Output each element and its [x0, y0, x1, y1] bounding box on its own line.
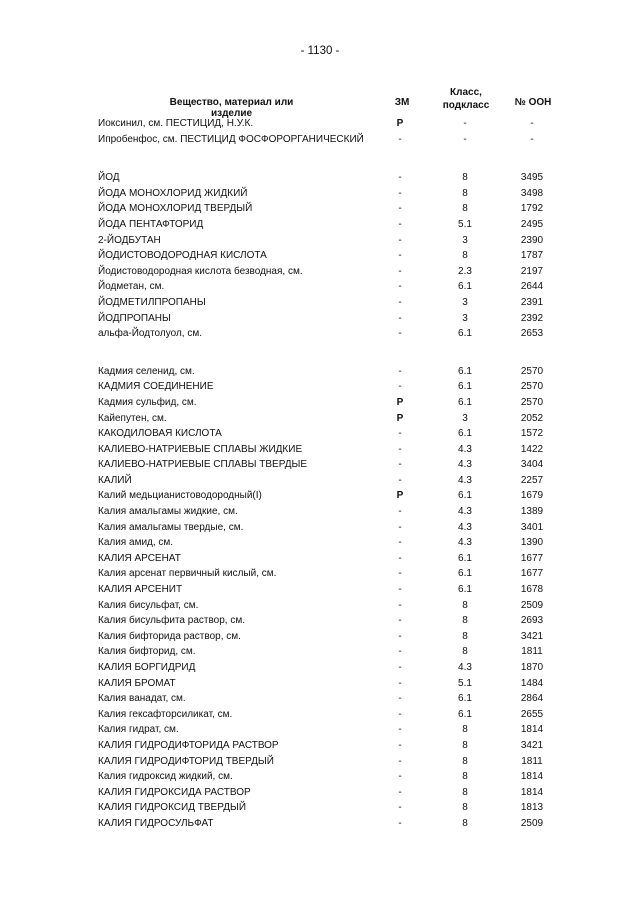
un-number-cell: 1814	[520, 724, 544, 736]
table-row	[0, 248, 640, 264]
class-cell: 8	[462, 771, 468, 783]
em-cell: -	[398, 459, 402, 471]
class-cell: -	[463, 118, 467, 129]
table-row	[0, 504, 640, 520]
em-cell: -	[398, 537, 402, 549]
un-number-cell: 1677	[520, 552, 544, 564]
table-row	[0, 722, 640, 738]
un-number-cell: 3421	[520, 630, 544, 642]
un-number-cell: 3495	[520, 172, 544, 184]
substance-name: КАЛИЯ ГИДРОДИФТОРИДА РАСТВОР	[98, 739, 279, 751]
class-cell: 8	[462, 739, 468, 751]
un-number-cell: 1389	[520, 506, 544, 518]
em-cell: -	[398, 739, 402, 751]
un-number-cell: 3404	[520, 459, 544, 471]
header-un: № ООН	[514, 97, 552, 108]
un-number-cell: 3498	[520, 187, 544, 199]
em-cell: Р	[396, 490, 404, 502]
un-number-cell: 2570	[520, 365, 544, 377]
page-number: - 1130 -	[300, 45, 340, 57]
table-row	[0, 326, 640, 342]
em-cell: -	[398, 708, 402, 720]
un-number-cell: 1572	[520, 428, 544, 440]
class-cell: 8	[462, 630, 468, 642]
substance-name: Калия амальгамы жидкие, см.	[98, 506, 238, 518]
em-cell: -	[398, 802, 402, 814]
un-number-cell: 2864	[520, 693, 544, 705]
table-row	[0, 488, 640, 504]
class-cell: 6.1	[458, 328, 472, 340]
un-number-cell: 2655	[520, 708, 544, 720]
un-number-cell: 2052	[520, 412, 544, 424]
un-number-cell: 1870	[520, 662, 544, 673]
substance-name: Калия амальгамы твердые, см.	[98, 521, 244, 533]
table-row	[0, 279, 640, 295]
em-cell: -	[398, 365, 402, 377]
table-row	[0, 613, 640, 629]
table-row	[0, 598, 640, 614]
substance-name: Калия гидроксид жидкий, см.	[98, 771, 233, 783]
table-row	[0, 582, 640, 598]
em-cell: -	[398, 599, 402, 611]
substance-name: Кадмия сульфид, см.	[98, 396, 197, 408]
class-cell: 4.3	[458, 662, 472, 673]
substance-name: Йодистоводородная кислота безводная, см.	[98, 265, 303, 277]
un-number-cell: 2391	[520, 296, 544, 308]
class-cell: 6.1	[458, 490, 472, 502]
class-cell: 6.1	[458, 568, 472, 580]
table-row	[0, 426, 640, 442]
class-cell: 6.1	[458, 584, 472, 596]
table-row	[0, 629, 640, 645]
un-number-cell: 2653	[520, 328, 544, 340]
un-number-cell: 2570	[520, 381, 544, 393]
class-cell: 3	[462, 412, 468, 424]
em-cell: Р	[396, 412, 404, 424]
class-cell: 4.3	[458, 506, 472, 518]
em-cell: -	[398, 630, 402, 642]
table-row	[0, 738, 640, 754]
table-row	[0, 379, 640, 395]
un-number-cell: -	[530, 118, 534, 129]
class-cell: 8	[462, 187, 468, 199]
class-cell: 6.1	[458, 693, 472, 705]
em-cell: -	[398, 817, 402, 829]
substance-name: ЙОДМЕТИЛПРОПАНЫ	[98, 296, 206, 308]
class-cell: 8	[462, 203, 468, 215]
class-cell: 6.1	[458, 281, 472, 293]
table-row	[0, 442, 640, 458]
un-number-cell: 3401	[520, 521, 544, 533]
table-row	[0, 660, 640, 676]
un-number-cell: 2644	[520, 281, 544, 293]
table-row	[0, 520, 640, 536]
em-cell: -	[398, 771, 402, 783]
header-class-line1: Класс,	[450, 87, 482, 98]
substance-name: ЙОДА МОНОХЛОРИД ЖИДКИЙ	[98, 187, 248, 199]
class-cell: 4.3	[458, 521, 472, 533]
table-row	[0, 535, 640, 551]
em-cell: -	[398, 203, 402, 215]
substance-name: 2-ЙОДБУТАН	[98, 234, 161, 246]
header-em: ЗМ	[394, 97, 410, 108]
em-cell: -	[398, 234, 402, 246]
table-row	[0, 769, 640, 785]
substance-table	[0, 116, 640, 832]
em-cell: -	[398, 521, 402, 533]
class-cell: 3	[462, 312, 468, 324]
em-cell: -	[398, 662, 402, 673]
table-row	[0, 217, 640, 233]
em-cell: -	[398, 568, 402, 580]
table-row	[0, 201, 640, 217]
un-number-cell: 1811	[521, 755, 543, 767]
substance-name: Иоксинил, см. ПЕСТИЦИД, Н.У.К.	[98, 118, 254, 129]
table-row	[0, 411, 640, 427]
substance-name: Калия бисульфат, см.	[98, 599, 199, 611]
substance-name: КАЛИЕВО-НАТРИЕВЫЕ СПЛАВЫ ТВЕРДЫЕ	[98, 459, 307, 471]
un-number-cell: 1814	[520, 771, 544, 783]
class-cell: 8	[462, 786, 468, 798]
un-number-cell: 1484	[520, 677, 544, 689]
un-number-cell: 1679	[520, 490, 544, 502]
class-cell: 8	[462, 250, 468, 262]
substance-name: Калия гексафторсиликат, см.	[98, 708, 233, 720]
class-cell: 8	[462, 646, 468, 658]
substance-name: Кайепутен, см.	[98, 412, 167, 424]
em-cell: -	[398, 381, 402, 393]
table-row	[0, 800, 640, 816]
em-cell: -	[398, 328, 402, 340]
un-number-cell: 1677	[520, 568, 544, 580]
un-number-cell: 2509	[520, 817, 544, 829]
class-cell: 4.3	[458, 474, 472, 486]
un-number-cell: 1813	[520, 802, 544, 814]
substance-name: КАЛИЯ ГИДРОКСИД ТВЕРДЫЙ	[98, 802, 247, 814]
em-cell: -	[398, 755, 402, 767]
un-number-cell: 2197	[520, 265, 544, 277]
table-row	[0, 691, 640, 707]
em-cell: -	[398, 187, 402, 199]
table-row	[0, 816, 640, 832]
substance-name: КАЛИЯ ГИДРОСУЛЬФАТ	[98, 817, 214, 829]
class-cell: 6.1	[458, 365, 472, 377]
class-cell: 8	[462, 724, 468, 736]
class-cell: 6.1	[458, 708, 472, 720]
em-cell: -	[398, 786, 402, 798]
class-cell: 4.3	[458, 443, 472, 455]
substance-name: КАЛИЯ АРСЕНАТ	[98, 552, 181, 564]
section-gap	[0, 342, 640, 364]
em-cell: Р	[396, 396, 404, 408]
substance-name: КАЛИЯ ГИДРОДИФТОРИД ТВЕРДЫЙ	[98, 755, 274, 767]
em-cell: -	[398, 250, 402, 262]
table-row	[0, 785, 640, 801]
substance-name: Йодметан, см.	[98, 281, 165, 293]
em-cell: -	[398, 218, 402, 230]
class-cell: 3	[462, 296, 468, 308]
em-cell: -	[398, 677, 402, 689]
table-row	[0, 233, 640, 249]
table-row	[0, 457, 640, 473]
table-row	[0, 676, 640, 692]
em-cell: -	[398, 724, 402, 736]
substance-name: Кадмия селенид, см.	[98, 365, 195, 377]
em-cell: -	[398, 615, 402, 627]
un-number-cell: 2390	[520, 234, 544, 246]
table-row	[0, 566, 640, 582]
class-cell: 8	[462, 802, 468, 814]
class-cell: 4.3	[458, 459, 472, 471]
em-cell: -	[398, 693, 402, 705]
substance-name: Калия ванадат, см.	[98, 693, 186, 705]
table-row	[0, 116, 640, 132]
em-cell: -	[398, 312, 402, 324]
table-row	[0, 364, 640, 380]
class-cell: 5.1	[458, 677, 472, 689]
table-row	[0, 473, 640, 489]
em-cell: -	[398, 172, 402, 184]
class-cell: 3	[462, 234, 468, 246]
substance-name: КАЛИЯ АРСЕНИТ	[98, 584, 183, 596]
table-row	[0, 132, 640, 148]
substance-name: Калия гидрат, см.	[98, 724, 179, 736]
em-cell: -	[398, 584, 402, 596]
header-substance: Вещество, материал или изделие	[169, 97, 294, 119]
substance-name: КАДМИЯ СОЕДИНЕНИЕ	[98, 381, 214, 393]
table-row	[0, 295, 640, 311]
substance-name: Ипробенфос, см. ПЕСТИЦИД ФОСФОРОРГАНИЧЕСКИЙ	[98, 133, 364, 145]
em-cell: -	[398, 428, 402, 440]
substance-name: КАЛИЯ БРОМАТ	[98, 677, 176, 689]
em-cell: -	[398, 265, 402, 277]
class-cell: 6.1	[458, 381, 472, 393]
un-number-cell: 2392	[520, 312, 544, 324]
substance-name: КАЛИЙ	[98, 474, 132, 486]
class-cell: 8	[462, 755, 468, 767]
table-row	[0, 186, 640, 202]
class-cell: -	[463, 133, 467, 145]
un-number-cell: 1787	[520, 250, 544, 262]
substance-name: КАЛИЯ БОРГИДРИД	[98, 662, 196, 673]
table-header	[97, 86, 557, 118]
substance-name: Калия бифторид, см.	[98, 646, 196, 658]
em-cell: -	[398, 646, 402, 658]
class-cell: 8	[462, 615, 468, 627]
class-cell: 6.1	[458, 552, 472, 564]
table-row	[0, 395, 640, 411]
em-cell: -	[398, 552, 402, 564]
substance-name: ЙОДИСТОВОДОРОДНАЯ КИСЛОТА	[98, 250, 267, 262]
substance-name: Калия амид, см.	[98, 537, 174, 549]
un-number-cell: 1792	[520, 203, 544, 215]
header-class-line2: подкласс	[442, 100, 490, 111]
section-gap	[0, 147, 640, 170]
em-cell: -	[398, 443, 402, 455]
un-number-cell: 3421	[520, 739, 544, 751]
substance-name: КАЛИЯ ГИДРОКСИДА РАСТВОР	[98, 786, 251, 798]
table-row	[0, 754, 640, 770]
table-row	[0, 311, 640, 327]
substance-name: Калия бифторида раствор, см.	[98, 630, 241, 642]
class-cell: 4.3	[458, 537, 472, 549]
un-number-cell: 1422	[520, 443, 544, 455]
substance-name: альфа-Йодтолуол, см.	[98, 328, 202, 340]
table-row	[0, 551, 640, 567]
substance-name: Калия арсенат первичный кислый, см.	[98, 568, 277, 580]
substance-name: ЙОД	[98, 172, 120, 184]
substance-name: КАЛИЕВО-НАТРИЕВЫЕ СПЛАВЫ ЖИДКИЕ	[98, 443, 303, 455]
un-number-cell: 2570	[520, 396, 544, 408]
class-cell: 8	[462, 599, 468, 611]
class-cell: 8	[462, 172, 468, 184]
un-number-cell: 1814	[520, 786, 544, 798]
class-cell: 6.1	[458, 428, 472, 440]
em-cell: -	[398, 281, 402, 293]
em-cell: -	[398, 506, 402, 518]
substance-name: Калий медьцианистоводородный(I)	[98, 490, 262, 502]
em-cell: -	[398, 133, 402, 145]
table-row	[0, 644, 640, 660]
class-cell: 6.1	[458, 396, 472, 408]
un-number-cell: 2495	[520, 218, 544, 230]
substance-name: Калия бисульфита раствор, см.	[98, 615, 245, 627]
substance-name: ЙОДПРОПАНЫ	[98, 312, 171, 324]
substance-name: КАКОДИЛОВАЯ КИСЛОТА	[98, 428, 222, 440]
un-number-cell: 2693	[520, 615, 544, 627]
em-cell: -	[398, 474, 402, 486]
un-number-cell: 1678	[520, 584, 544, 596]
un-number-cell: -	[530, 133, 534, 145]
header-class	[431, 86, 501, 112]
em-cell: Р	[396, 118, 404, 129]
substance-name: ЙОДА МОНОХЛОРИД ТВЕРДЫЙ	[98, 203, 253, 215]
un-number-cell: 1811	[521, 646, 543, 658]
table-row	[0, 264, 640, 280]
substance-name: ЙОДА ПЕНТАФТОРИД	[98, 218, 204, 230]
table-row	[0, 707, 640, 723]
em-cell: -	[398, 296, 402, 308]
class-cell: 5.1	[458, 218, 472, 230]
table-row	[0, 170, 640, 186]
class-cell: 2.3	[458, 265, 472, 277]
un-number-cell: 2509	[520, 599, 544, 611]
un-number-cell: 1390	[520, 537, 544, 549]
class-cell: 8	[462, 817, 468, 829]
un-number-cell: 2257	[520, 474, 544, 486]
